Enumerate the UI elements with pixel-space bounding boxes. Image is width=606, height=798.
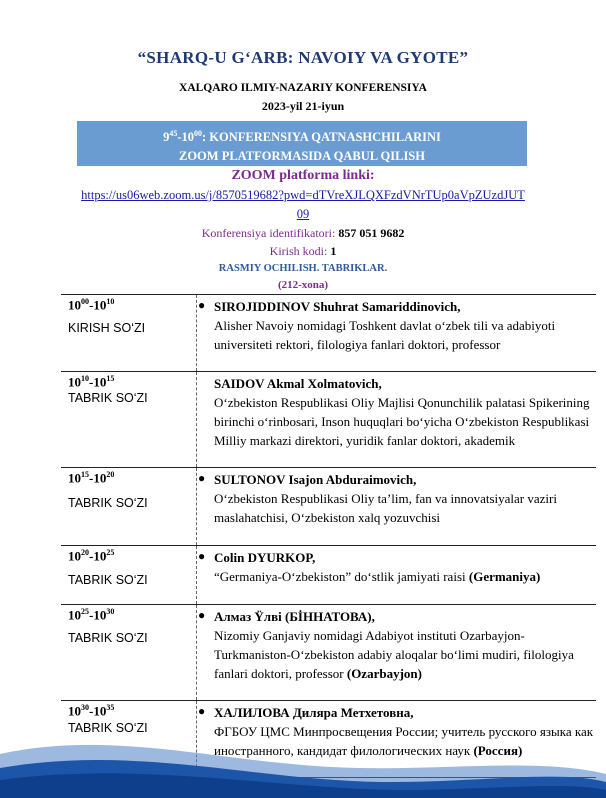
time-slot: $10^{00}-10^{10}$ <box>68 297 115 313</box>
slot-label: TABRIK SO‘ZI <box>68 496 148 510</box>
speaker-desc: Alisher Navoiy nomidagi Toshkent davlat o‘zbek tili va adabiyoti universiteti rektori, filologiya fanlari doktori, professor <box>214 318 556 352</box>
speaker-name: SAIDOV Akmal Xolmatovich, <box>214 376 382 391</box>
speaker-desc: Nizomiy Ganjaviy nomidagi Adabiyot instituti Ozarbayjon-Turkmaniston-O‘zbekiston adabiy aloqalar bo‘limi mudiri, filologiya fanlari doktori, professor <box>214 628 574 681</box>
bullet-icon: ● <box>198 298 206 312</box>
speaker-name: SULTONOV Isajon Abduraimovich, <box>214 472 417 487</box>
schedule-table <box>61 294 596 778</box>
speaker-desc: O‘zbekiston Respublikasi Oliy ta’lim, fan va innovatsiyalar vaziri maslahatchisi, O‘zbekiston xalq yozuvchisi <box>214 491 557 525</box>
decorative-wave <box>0 708 606 798</box>
zoom-title: ZOOM platforma linki: <box>231 168 375 183</box>
time-slot: $10^{15}-10^{20}$ <box>68 470 115 486</box>
bullet-icon: ● <box>198 704 206 718</box>
column-divider <box>196 546 197 604</box>
slot-label: TABRIK SO‘ZI <box>68 573 148 587</box>
registration-banner <box>77 121 527 166</box>
schedule-row <box>61 294 596 371</box>
bullet-icon: ● <box>198 608 206 622</box>
country-tag: (Ozarbayjon) <box>346 666 422 681</box>
conference-date: 2023-yil 21-iyun <box>261 99 345 113</box>
column-divider <box>196 295 197 371</box>
speaker-name: Алмаз Ÿлвi (БİННАТОВА), <box>214 609 375 624</box>
slot-label: TABRIK SO‘ZI <box>68 721 148 735</box>
country-tag: (Germaniya) <box>468 569 541 584</box>
time-slot: $10^{10}-10^{15}$ <box>68 374 115 390</box>
speaker-desc: O‘zbekiston Respublikasi Oliy Majlisi Qonunchilik palatasi Spikerining birinchi o‘rinbosari, Inson huquqlari bo‘yicha O‘zbekiston Respublikasi Milliy markazi direktori, yuridik fanlar doktori, akademik <box>214 395 590 448</box>
speaker-info <box>214 607 594 683</box>
speaker-name: Colin DYURKOP, <box>214 550 316 565</box>
speaker-info <box>214 548 594 586</box>
schedule-row <box>61 604 596 700</box>
speaker-info <box>214 374 594 450</box>
speaker-desc: ФГБОУ ЦМС Минпросвещения России; учитель русского языка как иностранного, кандидат филологических наук <box>214 724 594 758</box>
bullet-icon: ● <box>198 471 206 485</box>
banner-line-2: ZOOM PLATFORMASIDA QABUL QILISH <box>179 149 425 164</box>
schedule-row <box>61 545 596 604</box>
slot-label: TABRIK SO‘ZI <box>68 391 148 405</box>
conference-subtitle: XALQARO ILMIY-NAZARIY KONFERENSIYA <box>179 82 427 94</box>
bullet-icon: ● <box>198 549 206 563</box>
access-code: Kirish kodi: 1 <box>269 244 337 258</box>
column-divider <box>196 605 197 700</box>
column-divider <box>196 468 197 545</box>
column-divider <box>196 372 197 467</box>
country-tag: (Россия) <box>473 743 523 758</box>
conference-id: Konferensiya identifikatori: 857 051 9682 <box>201 226 405 240</box>
conference-title: “SHARQ-U G‘ARB: NAVOIY VA GYOTE” <box>137 48 469 67</box>
room-number: (212-xona) <box>277 279 329 291</box>
speaker-info <box>214 470 594 527</box>
speaker-info <box>214 297 594 354</box>
slot-label: KIRISH SO‘ZI <box>68 321 146 335</box>
time-slot: $10^{25}-10^{30}$ <box>68 607 115 623</box>
schedule-row <box>61 467 596 545</box>
speaker-name: SIROJIDDINOV Shuhrat Samariddinovich, <box>214 299 461 314</box>
zoom-link[interactable]: https://us06web.zoom.us/j/8570519682?pwd=dTVreXJLQXFzdVNrTUp0aVpZUzdJUT09 <box>81 188 525 221</box>
speaker-desc: “Germaniya-O‘zbekiston” do‘stlik jamiyati raisi <box>214 569 466 584</box>
time-slot: $10^{20}-10^{25}$ <box>68 548 115 564</box>
speaker-name: ХАЛИЛОВА Диляра Метхетовна, <box>214 705 414 720</box>
time-slot: $10^{30}-10^{35}$ <box>68 703 115 719</box>
opening-title: RASMIY OCHILISH. TABRIKLAR. <box>218 263 388 274</box>
slot-label: TABRIK SO‘ZI <box>68 631 148 645</box>
schedule-row <box>61 371 596 467</box>
banner-line-1: $9^{45}-10^{00}$: KONFERENSIYA QATNASHCHILARINI <box>163 129 441 145</box>
